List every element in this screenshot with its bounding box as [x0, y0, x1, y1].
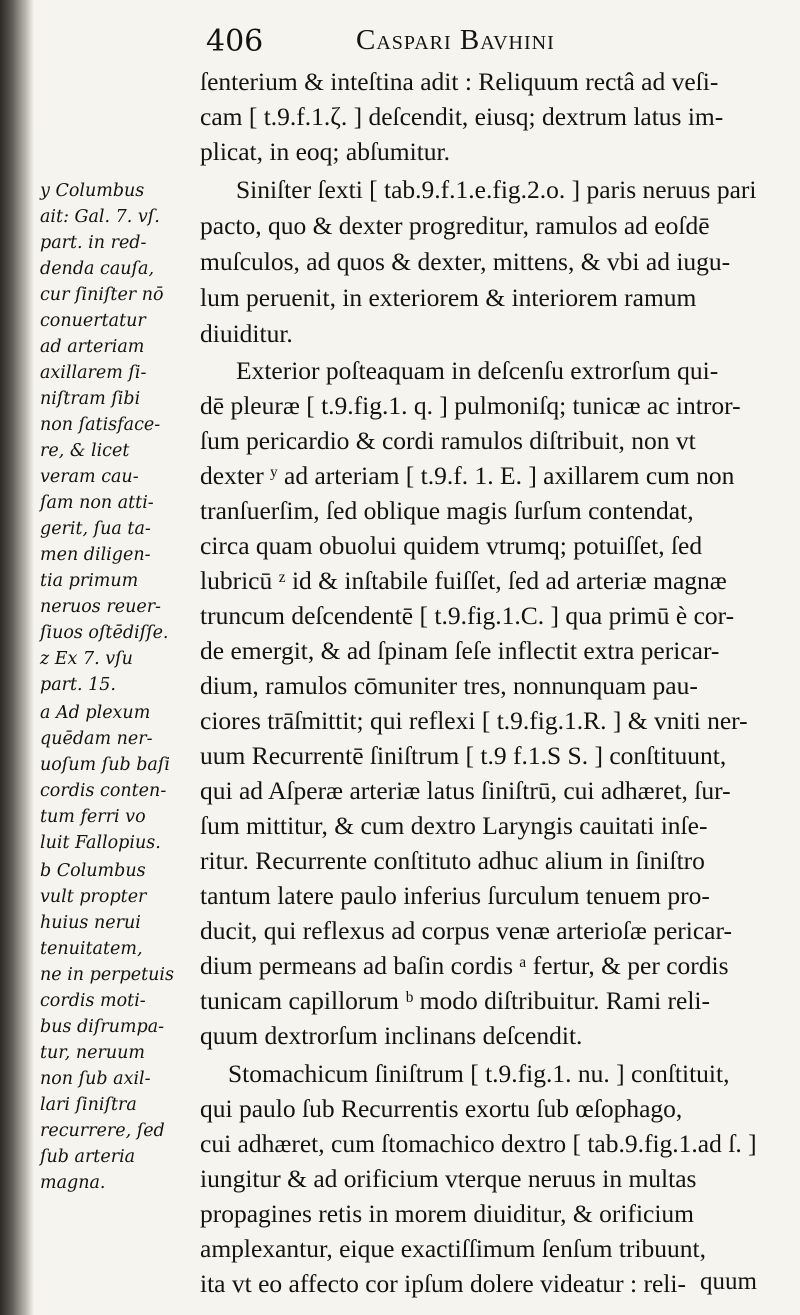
margin-note-line: ad arteriam: [40, 337, 145, 357]
text-line: ducit, qui reflexus ad corpus venæ arterioſæ pericar-: [200, 916, 732, 945]
margin-note-line: veram cau-: [40, 467, 139, 487]
margin-note-line: tia primum: [40, 571, 139, 591]
margin-note-line: huius nerui: [40, 913, 141, 933]
margin-note-line: luit Fallopius.: [40, 833, 161, 853]
margin-note-line: tenuitatem,: [40, 939, 143, 959]
margin-note-line: gerit, ſua ta-: [40, 519, 151, 539]
text-line: de emergit, & ad ſpinam ſeſe inflectit extra pericar-: [200, 636, 720, 665]
text-line: ſenterium & inteſtina adit : Reliquum rectâ ad veſi-: [200, 67, 719, 96]
margin-note-line: vult propter: [40, 887, 147, 907]
text-line: propagines retis in morem diuiditur, & orificium: [200, 1199, 695, 1228]
text-line: truncum deſcendentē [ t.9.fig.1.C. ] qua primū è cor-: [200, 601, 735, 630]
margin-note-line: b Columbus: [40, 861, 146, 881]
margin-note-line: cordis conten-: [40, 781, 167, 801]
running-head: Caspari Bavhini: [356, 24, 555, 56]
margin-note-line: lari ſiniſtra: [40, 1095, 137, 1115]
text-line: ciores trāſmittit; qui reflexi [ t.9.fig.1.R. ] & vniti ner-: [200, 706, 748, 735]
text-line: ſum mittitur, & cum dextro Laryngis cauitati inſe-: [200, 811, 708, 840]
text-line: cui adhæret, cum ſtomachico dextro [ tab.9.fig.1.ad ſ. ]: [200, 1129, 757, 1158]
text-line: tantum latere paulo inferius ſurculum tenuem pro-: [200, 881, 710, 910]
text-line: qui ad Aſperæ arteriæ latus ſiniſtrū, cui adhæret, ſur-: [200, 776, 731, 805]
catchword: quum: [700, 1268, 757, 1295]
margin-note-line: tum ferri vo: [40, 807, 146, 827]
margin-note-line: re, & licet: [40, 441, 130, 461]
margin-note-line: part. 15.: [40, 675, 116, 695]
margin-note-line: ſiuos oſtēdiſſe.: [40, 623, 169, 643]
margin-note-line: magna.: [40, 1173, 106, 1193]
margin-note-line: non ſub axil-: [40, 1069, 151, 1089]
margin-note-line: uoſum ſub baſi: [40, 755, 170, 775]
text-line: muſculos, ad quos & dexter, mittens, & vbi ad iugu-: [200, 247, 731, 276]
text-line: circa quam obuolui quidem vtrumq; potuiſſet, ſed: [200, 531, 703, 560]
margin-note-line: axillarem ſi-: [40, 363, 147, 383]
margin-note-line: recurrere, ſed: [40, 1121, 165, 1141]
text-line: dexter ʸ ad arteriam [ t.9.f. 1. E. ] axillarem cum non: [200, 461, 735, 490]
margin-note-line: conuertatur: [40, 311, 146, 331]
page-number: 406: [206, 24, 264, 59]
text-line: uum Recurrentē ſiniſtrum [ t.9 f.1.S S. ] conſtituunt,: [200, 741, 727, 770]
text-line: lum peruenit, in exteriorem & interiorem ramum: [200, 283, 697, 312]
margin-note-line: tur, neruum: [40, 1043, 145, 1063]
text-line: Siniſter ſexti [ tab.9.f.1.e.fig.2.o. ] paris neruus pari: [236, 175, 757, 204]
text-line: tranſuerſim, ſed oblique magis ſurſum contendat,: [200, 496, 694, 525]
text-line: ſum pericardio & cordi ramulos diſtribuit, non vt: [200, 426, 696, 455]
text-line: iungitur & ad orificium vterque neruus in multas: [200, 1164, 697, 1193]
margin-note-line: neruos reuer-: [40, 597, 161, 617]
margin-note-line: ſub arteria: [40, 1147, 136, 1167]
text-line: dium, ramulos cōmuniter tres, nonnunquam pau-: [200, 671, 698, 700]
margin-note-line: bus diſrumpa-: [40, 1017, 165, 1037]
text-line: quum dextrorſum inclinans deſcendit.: [200, 1021, 583, 1050]
gutter-shadow: [0, 0, 34, 1315]
text-line: diuiditur.: [200, 319, 293, 348]
text-line: lubricū ᶻ id & inſtabile fuiſſet, ſed ad arteriæ magnæ: [200, 566, 727, 595]
text-line: qui paulo ſub Recurrentis exortu ſub œſophago,: [200, 1094, 683, 1123]
text-line: ita vt eo affecto cor ipſum dolere videatur : reli-: [200, 1269, 686, 1298]
margin-note-line: denda cauſa,: [40, 259, 155, 279]
text-line: tunicam capillorum ᵇ modo diſtribuitur. Rami reli-: [200, 986, 711, 1015]
text-line: ritur. Recurrente conſtituto adhuc alium in ſiniſtro: [200, 846, 705, 875]
text-line: pacto, quo & dexter progreditur, ramulos ad eoſdē: [200, 211, 710, 240]
margin-note-line: part. in red-: [40, 233, 147, 253]
margin-note-line: a Ad plexum: [40, 703, 151, 723]
margin-note-line: ſam non atti-: [40, 493, 154, 513]
text-line: cam [ t.9.f.1.ζ. ] deſcendit, eiusq; dextrum latus im-: [200, 102, 724, 131]
margin-note-line: ne in perpetuis: [40, 965, 174, 985]
text-line: dium permeans ad baſin cordis ᵃ fertur, & per cordis: [200, 951, 729, 980]
page-header: [206, 18, 766, 62]
margin-note-line: z Ex 7. vſu: [40, 649, 133, 669]
text-line: Exterior poſteaquam in deſcenſu extrorſum qui-: [236, 356, 719, 385]
margin-note-line: men diligen-: [40, 545, 151, 565]
margin-note-line: niſtram ſibi: [40, 389, 141, 409]
text-line: dē pleuræ [ t.9.fig.1. q. ] pulmoniſq; tunicæ ac intror-: [200, 391, 741, 420]
margin-note-line: y Columbus: [40, 181, 145, 201]
margin-note-line: cordis moti-: [40, 991, 146, 1011]
margin-note-line: non ſatisface-: [40, 415, 161, 435]
text-line: amplexantur, eique exactiſſimum ſenſum tribuunt,: [200, 1234, 707, 1263]
margin-note-line: ait: Gal. 7. vſ.: [40, 207, 160, 227]
margin-note-line: cur ſiniſter nō: [40, 285, 164, 305]
text-line: Stomachicum ſiniſtrum [ t.9.fig.1. nu. ] conſtituit,: [228, 1059, 730, 1088]
margin-note-line: quēdam ner-: [40, 729, 153, 749]
text-line: plicat, in eoq; abſumitur.: [200, 137, 450, 166]
